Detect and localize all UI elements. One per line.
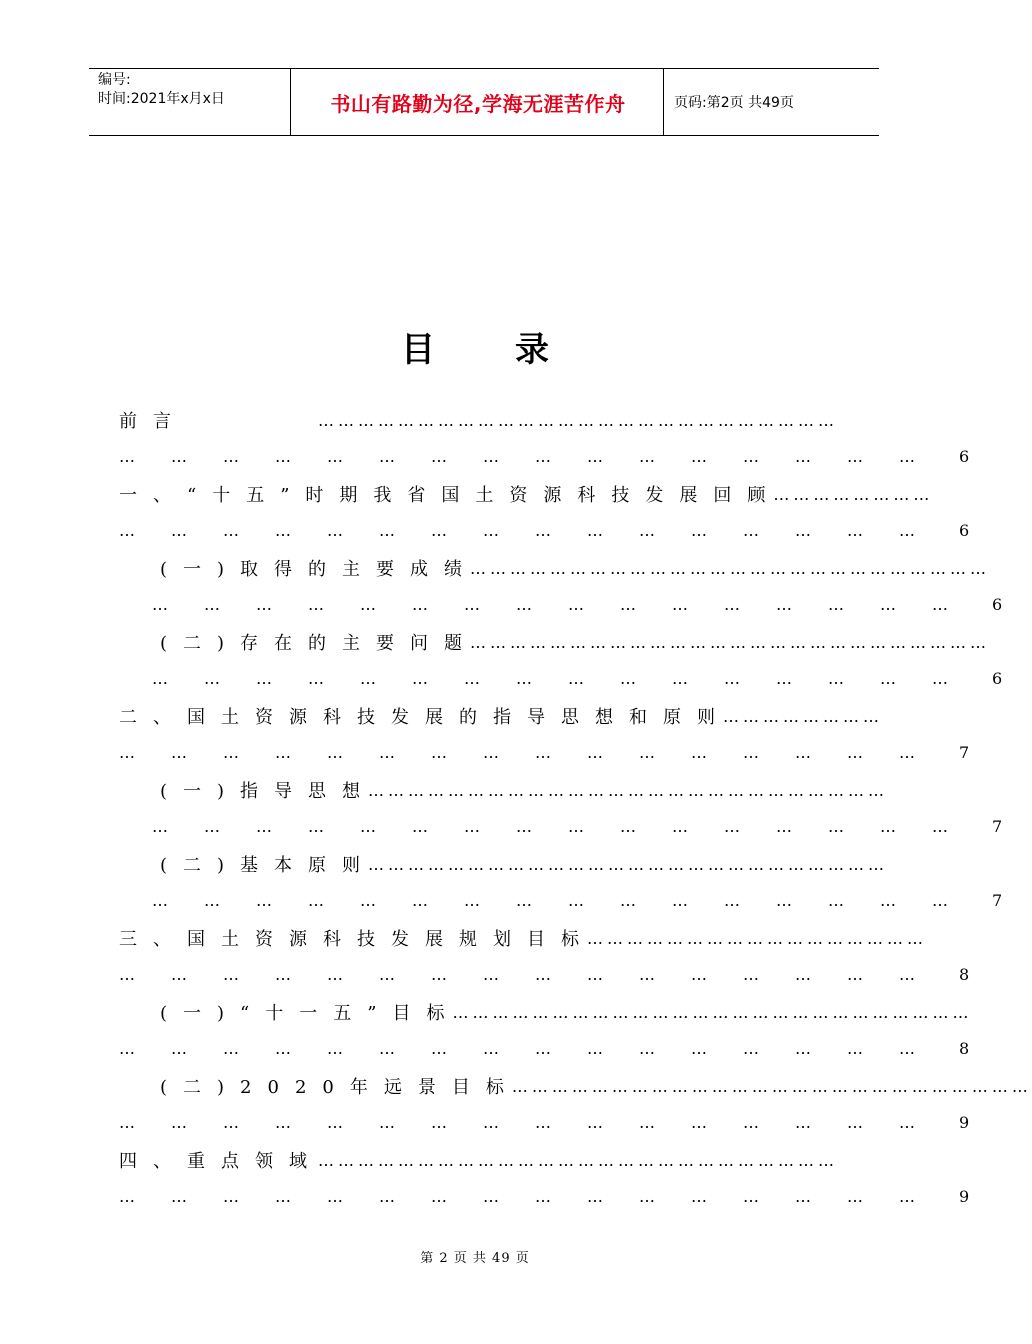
toc-entry[interactable]: 一、“十五”时期我省国土资源科技发展回顾 …………………… ………………………………………… 6 — [0, 474, 950, 548]
page-title — [0, 322, 950, 371]
time-label: 时间:2021年x月x日 — [98, 91, 225, 107]
toc-entry-page: 7 — [992, 890, 1003, 910]
toc-entry-page: 9 — [959, 1112, 970, 1132]
toc-entry-page: 6 — [992, 594, 1003, 614]
toc-entry-label: 二、国土资源科技发展的指导思想和原则 — [119, 707, 731, 728]
toc-entry[interactable]: 四、重点领域 …………………………………………………………………… ………………………………………… 9 — [0, 1140, 950, 1214]
title-char: 目 — [401, 330, 435, 370]
toc-entry[interactable]: (二)2020年远景目标 …………………………………………………………………… ………………………………………… 9 — [0, 1066, 950, 1140]
header-table — [89, 68, 879, 136]
toc-entry-label: (二)基本原则 — [160, 855, 377, 876]
number-label: 编号: — [98, 72, 131, 88]
toc-entry-label: (一)指导思想 — [160, 781, 377, 802]
toc-entry-label: 三、国土资源科技发展规划目标 — [119, 929, 595, 950]
toc-entry[interactable]: (二)基本原则 …………………………………………………………………… ………………………………………… 7 — [0, 844, 950, 918]
toc-entry-label: (一)取得的主要成绩 — [160, 559, 479, 580]
toc-entry-label: (一)“十一五”目标 — [160, 1003, 461, 1024]
toc-entry-page: 9 — [959, 1186, 970, 1206]
toc-entry-label: (二)存在的主要问题 — [160, 633, 479, 654]
page-label: 页码:第2页 共49页 — [674, 95, 794, 111]
toc-entry-page: 6 — [959, 446, 970, 466]
toc-entry-page: 7 — [959, 742, 970, 762]
toc-entry[interactable]: (一)指导思想 …………………………………………………………………… ………………………………………… 7 — [0, 770, 950, 844]
toc-entry[interactable]: 前言 …………………………………………………………………… ………………………………………… 6 — [0, 400, 950, 474]
toc-entry-label: (二)2020年远景目标 — [160, 1077, 520, 1098]
toc-entry-label: 一、“十五”时期我省国土资源科技发展回顾 — [119, 485, 782, 506]
toc-entry-label: 四、重点领域 — [119, 1151, 323, 1172]
toc-entry-page: 7 — [992, 816, 1003, 836]
header-divider — [290, 69, 291, 135]
header-left-cell — [98, 71, 288, 109]
toc-entry[interactable]: (一)取得的主要成绩 …………………………………………………………………… ………………………………………… 6 — [0, 548, 950, 622]
toc-entry[interactable]: (二)存在的主要问题 …………………………………………………………………… ………………………………………… 6 — [0, 622, 950, 696]
toc-entry[interactable]: 二、国土资源科技发展的指导思想和原则 …………………… ………………………………………… 7 — [0, 696, 950, 770]
toc-entry-page: 6 — [992, 668, 1003, 688]
page-footer: 第 2 页 共 49 页 — [420, 1251, 530, 1266]
motto: 书山有路勤为径,学海无涯苦作舟 — [330, 91, 626, 116]
toc-entry[interactable]: (一)“十一五”目标 …………………………………………………………………… ………………………………………… 8 — [0, 992, 950, 1066]
title-char: 录 — [515, 330, 549, 370]
toc-entry-page: 8 — [959, 1038, 970, 1058]
toc-entry-label: 前言 — [119, 411, 187, 432]
toc-entry[interactable]: 三、国土资源科技发展规划目标 …………………………………………… ………………………………………… 8 — [0, 918, 950, 992]
toc-entry-page: 6 — [959, 520, 970, 540]
toc-entry-page: 8 — [959, 964, 970, 984]
